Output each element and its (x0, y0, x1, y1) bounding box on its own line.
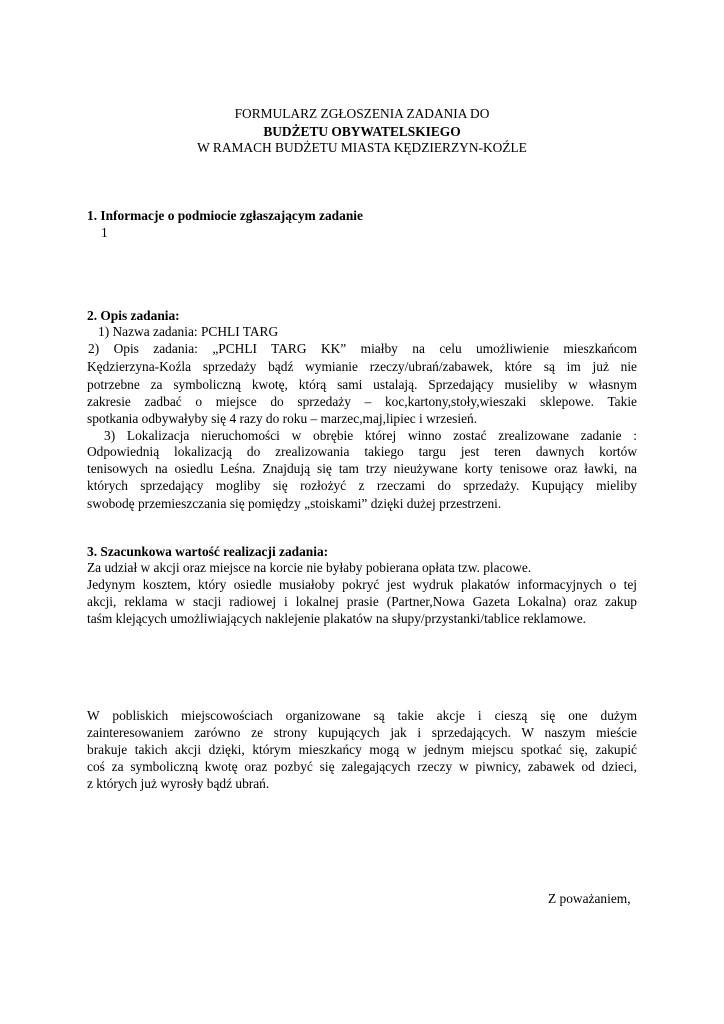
closing-paragraph-line: brakuje takich akcji dzięki, którym mieszkańcy mogą w jednym miejscu spotkać się, zakupić (87, 742, 637, 757)
task-location-line: swobodę przemieszczania się pomiędzy „stoiskami” dzięki dużej przestrzeni. (87, 496, 502, 511)
task-description-line: potrzebne za symboliczną kwotę, którą sami ustalają. Sprzedający musieliby w własnym (87, 377, 637, 392)
task-location-line: tenisowych na osiedlu Leśna. Znajdują się tam trzy nieużywane korty tenisowe oraz ławki, na (87, 461, 637, 476)
cost-line: akcji, reklama w stacji radiowej i lokalnej prasie (Partner,Nowa Gazeta Lokalna) oraz zakup (87, 594, 637, 609)
task-description-line: spotkania odbywałyby się 4 razy do roku – marzec,maj,lipiec i wrzesień. (87, 411, 478, 426)
closing-paragraph-line: z których już wyrosły bądź ubrań. (87, 776, 270, 791)
cost-line: Jedynym kosztem, który osiedle musiałoby pokryć jest wydruk plakatów informacyjnych o tej (87, 577, 637, 592)
closing-paragraph-line: coś za symboliczną kwotę oraz pozbyć się zalegających rzeczy w piwnicy, zabawek od dzieci, (87, 759, 637, 774)
form-title-line-3: W RAMACH BUDŻETU MIASTA KĘDZIERZYN-KOŹLE (197, 140, 527, 155)
task-location-line: których sprzedający mogliby się rozłożyć z rzeczami do sprzedaży. Kupujący mieliby (87, 478, 637, 493)
closing-paragraph-line: zainteresowaniem zarówno ze strony kupujących jak i sprzedających. W naszym mieście (87, 725, 637, 740)
task-description-line: zakresie zadbać o miejsce do sprzedaży – koc,kartony,stoły,wieszaki sklepowe. Takie (87, 394, 637, 409)
task-description-line: 2) Opis zadania: „PCHLI TARG KK” miałby na celu umożliwienie mieszkańcom (88, 341, 637, 356)
cost-line: taśm klejących umożliwiających naklejenie plakatów na słupy/przystanki/tablice reklamowe. (87, 611, 586, 626)
signature-greeting: Z poważaniem, (548, 891, 631, 906)
section-3-heading: 3. Szacunkowa wartość realizacji zadania: (87, 544, 329, 559)
section-1-heading: 1. Informacje o podmiocie zgłaszającym zadanie (87, 208, 363, 223)
form-title-line-1: FORMULARZ ZGŁOSZENIA ZADANIA DO (234, 106, 490, 121)
closing-paragraph-line: W pobliskich miejscowościach organizowane są takie akcje i cieszą się one dużym (87, 708, 637, 723)
task-name-item: 1) Nazwa zadania: PCHLI TARG (98, 324, 279, 339)
section-1-value: 1 (101, 225, 108, 240)
section-2-heading: 2. Opis zadania: (87, 308, 180, 323)
form-title-line-2: BUDŻETU OBYWATELSKIEGO (263, 124, 461, 139)
task-location-line: Odpowiednią lokalizacją do zrealizowania takiego targu jest teren dawnych kortów (87, 444, 637, 459)
task-location-line: 3) Lokalizacja nieruchomości w obrębie której winno zostać zrealizowane zadanie : (104, 428, 637, 443)
cost-line: Za udział w akcji oraz miejsce na korcie nie byłaby pobierana opłata tzw. placowe. (87, 560, 532, 575)
task-description-line: Kędzierzyna-Koźla sprzedaży bądź wymianie rzeczy/ubrań/zabawek, które są im już nie (87, 359, 637, 374)
